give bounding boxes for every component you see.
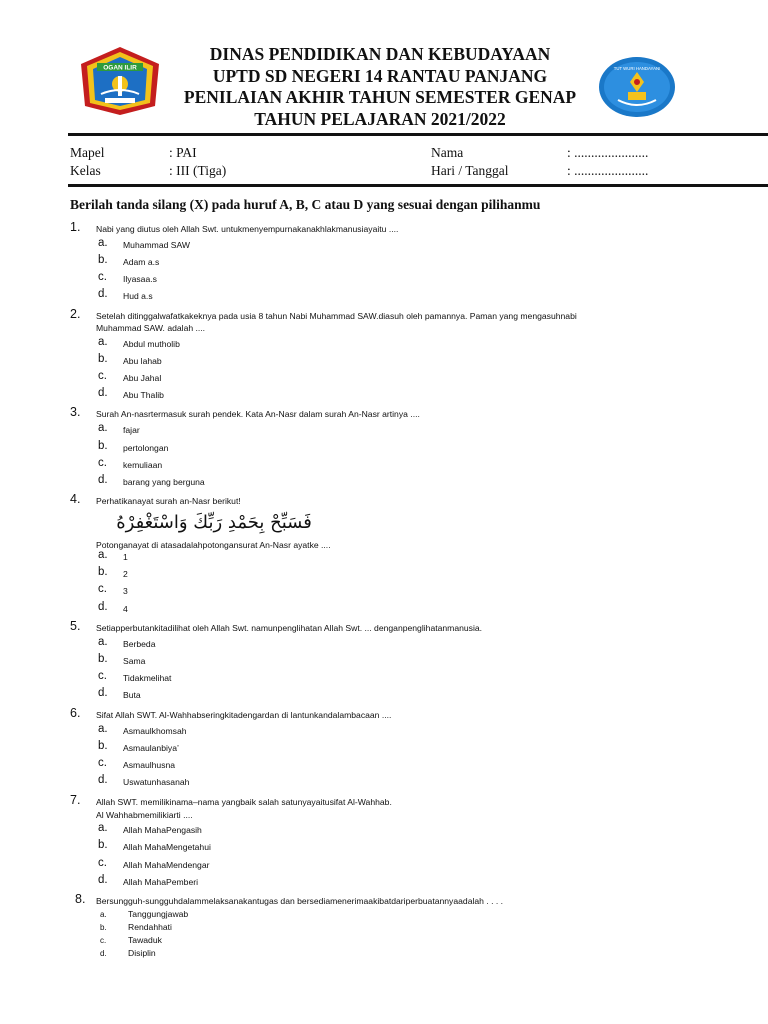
- option-letter: a.: [100, 910, 107, 919]
- header-line-exam: PENILAIAN AKHIR TAHUN SEMESTER GENAP: [183, 87, 577, 107]
- option-text[interactable]: Abu lahab: [123, 356, 162, 366]
- option-text[interactable]: 1: [123, 552, 128, 562]
- option-letter: a.: [98, 422, 108, 434]
- option-text[interactable]: Rendahhati: [128, 922, 172, 932]
- instruction-text: Berilah tanda silang (X) pada huruf A, B, C atau D yang sesuai dengan pilihanmu: [70, 197, 541, 212]
- option-text[interactable]: Adam a.s: [123, 257, 160, 267]
- option-letter: d.: [98, 774, 108, 786]
- option-text[interactable]: fajar: [123, 425, 140, 435]
- option-text[interactable]: Berbeda: [123, 639, 156, 649]
- option-letter: c.: [98, 670, 107, 682]
- question-number: 3.: [70, 405, 81, 419]
- option-text[interactable]: Abu Jahal: [123, 373, 162, 383]
- header-line-agency: DINAS PENDIDIKAN DAN KEBUDAYAAN: [209, 44, 551, 64]
- option-letter: c.: [98, 457, 107, 469]
- question-number: 1.: [70, 220, 81, 234]
- question-number: 8.: [75, 892, 86, 906]
- question-text: Surah An-nasrtermasuk surah pendek. Kata An-Nasr dalam surah An-Nasr artinya ....: [96, 409, 420, 419]
- option-letter: d.: [98, 474, 108, 486]
- option-letter: c.: [98, 757, 107, 769]
- svg-text:OGAN ILIR: OGAN ILIR: [103, 64, 137, 72]
- hari-tanggal-field[interactable]: : ......................: [567, 163, 649, 178]
- header-titles: [160, 44, 600, 130]
- option-text[interactable]: Allah MahaMendengar: [123, 860, 210, 870]
- tut-wuri-handayani-logo-icon: [598, 56, 676, 118]
- document-header: [0, 0, 768, 130]
- option-text[interactable]: 2: [123, 569, 128, 579]
- identity-divider: [68, 184, 768, 187]
- option-letter: a.: [98, 549, 108, 561]
- option-text[interactable]: barang yang berguna: [123, 477, 205, 487]
- option-letter: b.: [98, 353, 108, 365]
- option-letter: b.: [98, 254, 108, 266]
- question-text: Allah SWT. memilikinama–nama yangbaik salah satunyayaitusifat Al-Wahhab.: [96, 797, 392, 807]
- question-text: Sifat Allah SWT. Al-Wahhabseringkitadengardan di lantunkandalambacaan ....: [96, 710, 392, 720]
- option-text[interactable]: Tanggungjawab: [128, 909, 189, 919]
- question-text: Muhammad SAW. adalah ....: [96, 323, 206, 333]
- option-letter: c.: [98, 583, 107, 595]
- option-letter: a.: [98, 723, 108, 735]
- option-letter: b.: [98, 653, 108, 665]
- hari-tanggal-label: Hari / Tanggal: [431, 163, 509, 178]
- option-text[interactable]: Tawaduk: [128, 935, 162, 945]
- kelas-label: Kelas: [70, 163, 101, 178]
- option-text[interactable]: kemuliaan: [123, 460, 163, 470]
- nama-label: Nama: [431, 145, 464, 160]
- question-number: 5.: [70, 619, 81, 633]
- option-text[interactable]: Tidakmelihat: [123, 673, 172, 683]
- option-text[interactable]: Asmaulhusna: [123, 760, 176, 770]
- kelas-value: : III (Tiga): [169, 163, 227, 178]
- option-letter: d.: [100, 949, 107, 958]
- option-letter: b.: [98, 566, 108, 578]
- option-letter: a.: [98, 822, 108, 834]
- nama-field[interactable]: : ......................: [567, 145, 649, 160]
- option-letter: a.: [98, 336, 108, 348]
- question-number: 6.: [70, 706, 81, 720]
- svg-text:TUT WURI HANDAYANI: TUT WURI HANDAYANI: [613, 66, 661, 71]
- option-letter: d.: [98, 288, 108, 300]
- header-line-school: UPTD SD NEGERI 14 RANTAU PANJANG: [212, 65, 548, 86]
- option-text[interactable]: Asmaulkhomsah: [123, 726, 187, 736]
- option-letter: c.: [98, 271, 107, 283]
- option-letter: d.: [98, 687, 108, 699]
- option-letter: c.: [98, 857, 107, 869]
- option-letter: c.: [100, 936, 107, 945]
- option-letter: b.: [98, 440, 108, 452]
- option-letter: d.: [98, 601, 108, 613]
- ogan-ilir-emblem-icon: [79, 46, 161, 116]
- option-letter: d.: [98, 387, 108, 399]
- option-letter: b.: [100, 923, 107, 932]
- option-letter: b.: [98, 740, 108, 752]
- header-divider: [68, 133, 768, 136]
- option-text[interactable]: Asmaulanbiya’: [123, 743, 179, 753]
- option-text[interactable]: Allah MahaPemberi: [123, 877, 198, 887]
- option-text[interactable]: Ilyasaa.s: [123, 274, 157, 284]
- option-text[interactable]: Uswatunhasanah: [123, 777, 190, 787]
- question-number: 2.: [70, 307, 81, 321]
- option-letter: b.: [98, 839, 108, 851]
- question-number: 4.: [70, 492, 81, 506]
- question-text: Bersungguh-sungguhdalammelaksanakantugas dan bersediamenerimaakibatdariperbuatannyaadalah . . . .: [96, 896, 504, 906]
- question-text: Potonganayat di atasadalahpotongansurat An-Nasr ayatke ....: [96, 540, 331, 550]
- question-text: Al Wahhabmemilikiarti ....: [96, 810, 193, 820]
- option-letter: c.: [98, 370, 107, 382]
- option-text[interactable]: Muhammad SAW: [123, 240, 191, 250]
- question-text: Setiapperbutankitadilihat oleh Allah Swt. namunpenglihatan Allah Swt. ... denganpenglihatanmanusia.: [96, 623, 483, 633]
- option-text[interactable]: Sama: [123, 656, 146, 666]
- option-text[interactable]: Abdul mutholib: [123, 339, 180, 349]
- mapel-label: Mapel: [70, 145, 105, 160]
- option-letter: d.: [98, 874, 108, 886]
- option-text[interactable]: 3: [123, 586, 128, 596]
- option-text[interactable]: 4: [123, 604, 128, 614]
- option-text[interactable]: Disiplin: [128, 948, 156, 958]
- option-letter: a.: [98, 636, 108, 648]
- question-text: Perhatikanayat surah an-Nasr berikut!: [96, 496, 241, 506]
- mapel-value: : PAI: [169, 145, 197, 160]
- question-number: 7.: [70, 793, 81, 807]
- option-text[interactable]: Allah MahaMengetahui: [123, 842, 211, 852]
- option-text[interactable]: Allah MahaPengasih: [123, 825, 202, 835]
- option-text[interactable]: pertolongan: [123, 443, 169, 453]
- svg-text:فَسَبِّحْ بِحَمْدِ رَبِّكَ وَا: فَسَبِّحْ بِحَمْدِ رَبِّكَ وَاسْتَغْفِرْهُ: [116, 512, 312, 533]
- question-text: Nabi yang diutus oleh Allah Swt. untukmenyempurnakanakhlakmanusiayaitu ....: [96, 224, 399, 234]
- option-text[interactable]: Abu Thalib: [123, 390, 164, 400]
- option-text[interactable]: Hud a.s: [123, 291, 153, 301]
- option-letter: a.: [98, 237, 108, 249]
- arabic-verse: [98, 504, 330, 536]
- header-line-year: TAHUN PELAJARAN 2021/2022: [254, 108, 506, 129]
- question-text: Setelah ditinggalwafatkakeknya pada usia 8 tahun Nabi Muhammad SAW.diasuh oleh pamannya. Paman yang mengasuhnabi: [96, 311, 577, 321]
- option-text[interactable]: Buta: [123, 690, 141, 700]
